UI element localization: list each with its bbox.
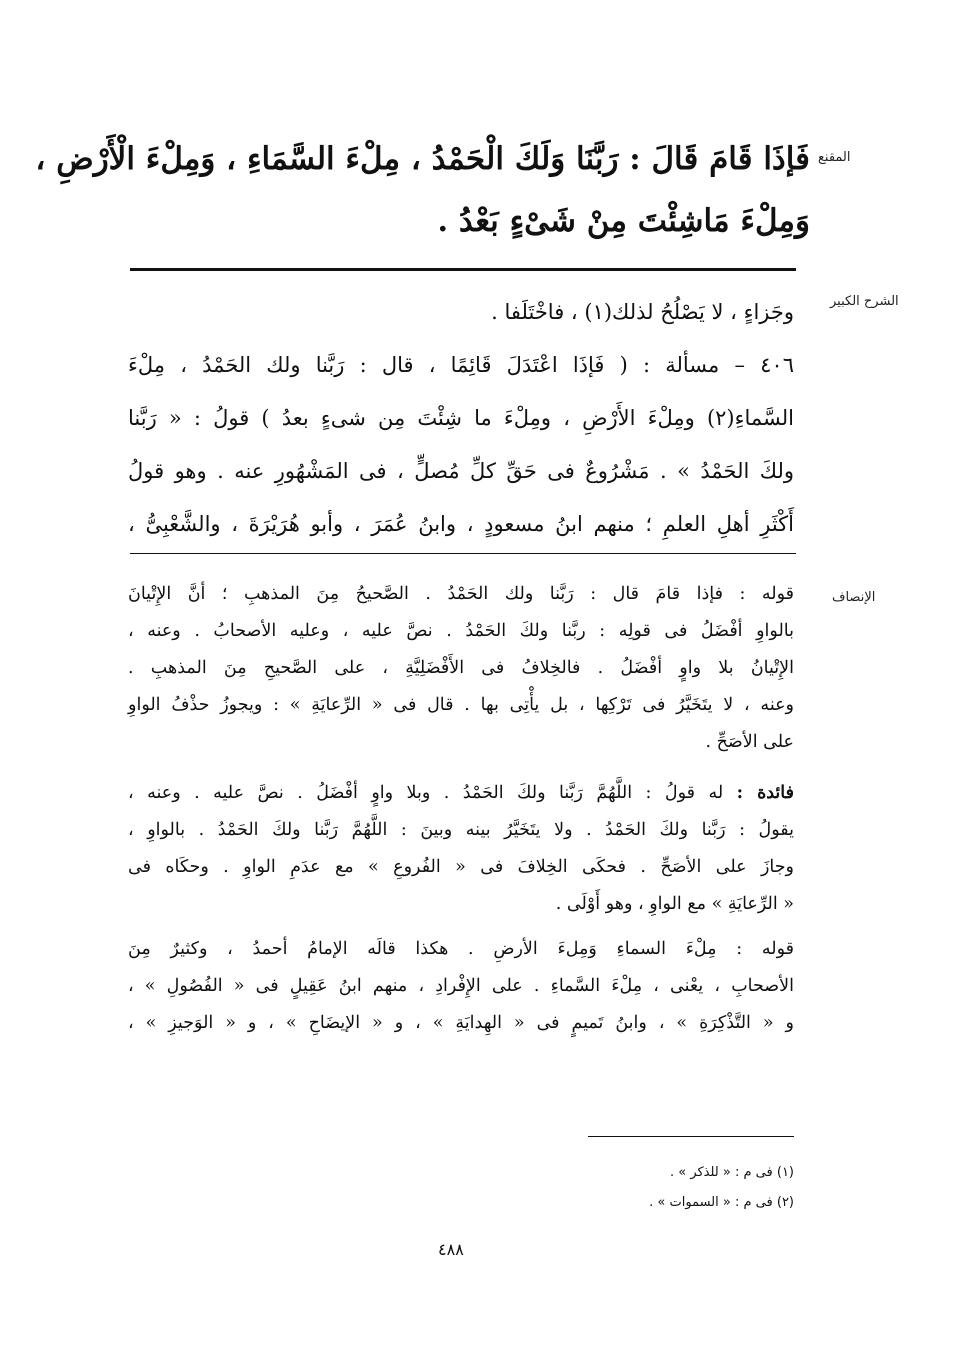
muqni-text [35,128,810,252]
insaf-line: قوله : مِلْءَ السماءِ وَمِلءَ الأرضِ . هكذا قالَه الإمامُ أحمدُ ، وكثيرٌ مِنَ [128,939,794,959]
muqni-line: فَإذَا قَامَ قَالَ : رَبَّنَا وَلَكَ الْحَمْدُ ، مِلْءَ السَّمَاءِ ، وَمِلْءَ الْأَرْضِ ، [35,141,810,177]
section-label-insaf: الإنصاف [832,590,876,605]
insaf-line [128,775,794,812]
section-divider [130,553,796,554]
section-label-muqni: المقنع [818,150,851,165]
insaf-line: يقولُ : رَبَّنا ولكَ الحَمْدُ . ولا يتَخَيَّرُ بينه وبينَ : اللَّهُمَّ رَبَّنا ولكَ الحَمْدُ . بالواوِ ، [128,820,794,840]
insaf-line: الإِتْيانُ بلا واوٍ أفْضَلُ . فالخِلافُ فى الأَفْضَلِيَّةِ ، على الصَّحيحِ مِنَ المذهبِ . [128,658,794,678]
insaf-line: الأصحابِ ، يعْنى ، مِلْءَ السَّماءِ . على الإِفْرادِ ، منهم ابنُ عَقِيلٍ فى « الفُصُولِ » ، [128,976,794,996]
section-divider [130,268,796,271]
sharh-line: ٤٠٦ – مسألة : ( فَإذَا اعْتَدَلَ قَائِمًا ، قال : رَبَّنا ولك الحَمْدُ ، مِلْءَ [128,353,794,377]
footnotes [560,1158,794,1218]
sharh-line: السَّماءِ(٢) ومِلْءَ الأَرْضِ ، ومِلْءَ ما شِئْتَ مِن شىءٍ بعدُ ) قولُ : « رَبَّنا [128,406,794,430]
footnote-separator [588,1136,794,1137]
insaf-line: « الرِّعايَةِ » مع الواوِ ، وهو أَوْلَى . [555,894,794,914]
muqni-line: وَمِلْءَ مَاشِئْتَ مِنْ شَىْءٍ بَعْدُ . [437,203,810,239]
insaf-line: و « التَّذْكِرَةِ » ، وابنُ تَميمٍ فى « الهِدايَةِ » ، و « الإيضَاحِ » ، و « الوَجيزِ » ، [128,1013,794,1033]
sharh-line: ولكَ الحَمْدُ » . مَشْرُوعٌ فى حَقِّ كلِّ مُصلٍّ ، فى المَشْهُورِ عنه . وهو قولُ [128,459,794,483]
insaf-line: قوله : فإذا قامَ قال : رَبَّنا ولك الحَمْدُ . الصَّحيحُ مِنَ المذهبِ ؛ أنَّ الإِتْيانَ [128,584,794,604]
sharh-line: وجَزاءٍ ، لا يَصْلُحُ لذلك(١) ، فاخْتَلَفا . [491,300,794,324]
sharh-line: أَكْثَرِ أهلِ العلمِ ؛ منهم ابنُ مسعودٍ ، وابنُ عُمَرَ ، وأبو هُرَيْرَةَ ، والشَّعْبِىُّ ، [128,512,794,536]
insaf-line: بالواوِ أفْضَلُ فى قولِه : ربَّنا ولكَ الحَمْدُ . نصَّ عليه ، وعليه الأصحابُ . وعنه ، [128,621,794,641]
fa-ida-lead: فائدة : [736,783,794,803]
footnote-2: (٢) فى م : « السموات » . [649,1195,794,1210]
insaf-line-text: له قولُ : اللَّهُمَّ رَبَّنا ولكَ الحَمْدُ . وبلا واوٍ أفْضَلُ . نصَّ عليه . وعنه ، [128,783,724,803]
insaf-line: وجازَ على الأصَحِّ . فحكَى الخِلافَ فى « الفُروعِ » مع عدَمِ الواوِ . وحكَاه فى [128,857,794,877]
insaf-line: على الأصَحِّ . [705,732,794,752]
footnote-1: (١) فى م : « للذكر » . [669,1165,794,1180]
insaf-text [128,576,794,1042]
sharh-text [128,286,794,551]
insaf-line: وعنه ، لا يتَخَيَّرُ فى تَرْكِها ، بل يأْتِى بها . قال فى « الرِّعايَةِ » : ويجوزُ حذْفُ الواوِ [128,695,794,715]
page-number: ٤٨٨ [438,1240,464,1259]
section-label-sharh: الشرح الكبير [830,294,899,309]
